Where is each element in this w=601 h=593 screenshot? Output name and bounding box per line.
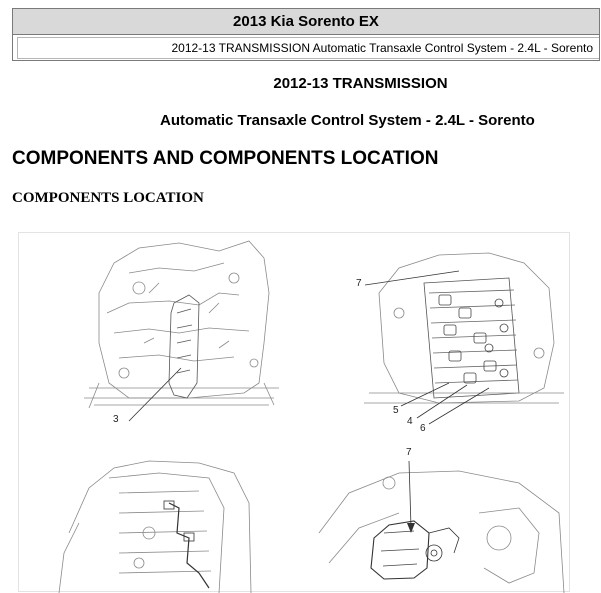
transaxle-drawing-top-left: [84, 241, 279, 408]
document-subheading: Automatic Transaxle Control System - 2.4L - Sorento: [160, 112, 535, 129]
sensor-drawing-bottom-right: [319, 471, 564, 593]
vehicle-title: 2013 Kia Sorento EX: [13, 9, 599, 35]
document-heading: 2012-13 TRANSMISSION: [273, 75, 448, 92]
transmission-illustration: [19, 233, 571, 593]
callout-7-top: 7: [356, 278, 362, 289]
transaxle-drawing-top-right: [364, 253, 564, 403]
callout-3: 3: [113, 414, 119, 425]
subsection-title: COMPONENTS LOCATION: [12, 190, 204, 206]
transaxle-drawing-bottom-left: [59, 461, 251, 593]
callout-4: 4: [407, 416, 413, 427]
document-path: 2012-13 TRANSMISSION Automatic Transaxle Control System - 2.4L - Sorento: [17, 37, 599, 59]
callout-7-bottom: 7: [406, 447, 412, 458]
section-title: COMPONENTS AND COMPONENTS LOCATION: [12, 148, 439, 169]
callout-5: 5: [393, 405, 399, 416]
components-location-figure: [18, 232, 570, 592]
callout-6: 6: [420, 423, 426, 434]
page-header: [12, 8, 600, 61]
